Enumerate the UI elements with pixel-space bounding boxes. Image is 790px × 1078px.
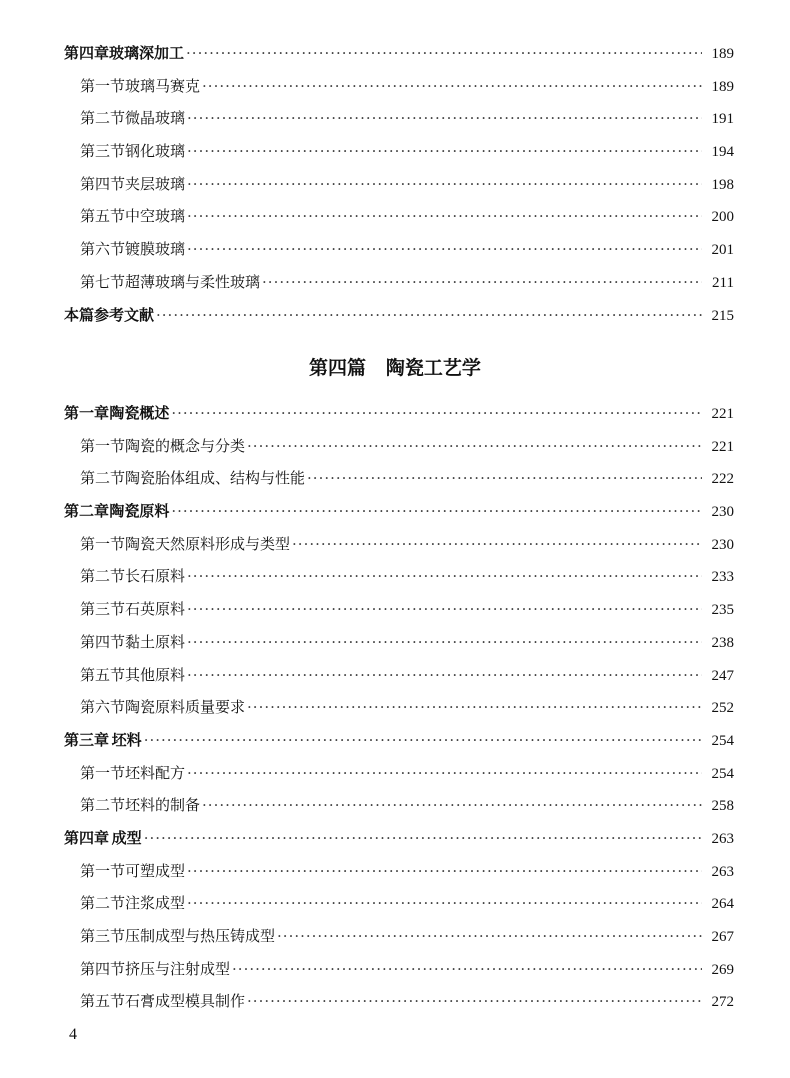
toc-entry-number: 第五节: [80, 665, 126, 684]
toc-entry-page: 194: [711, 144, 734, 161]
dot-leader: [186, 37, 702, 70]
toc-section-row: [64, 757, 734, 790]
toc-entry-page: 254: [711, 765, 734, 782]
toc-entry-title: 镀膜玻璃: [125, 240, 186, 259]
dot-leader: [187, 233, 702, 266]
toc-entry-title: 坯料: [111, 730, 142, 749]
toc-list-top: [64, 37, 734, 331]
toc-entry-number: 第二节: [80, 894, 126, 913]
toc-entry-title: 本篇参考文献: [64, 305, 155, 324]
toc-section-row: [64, 691, 734, 724]
toc-entry-title: 可塑成型: [125, 861, 186, 880]
dot-leader: [144, 822, 702, 855]
toc-entry-number: 第一节: [80, 534, 126, 553]
toc-section-row: [64, 430, 734, 463]
toc-entry-number: 第一节: [80, 861, 126, 880]
toc-section-row: [64, 102, 734, 135]
toc-entry-page: 198: [711, 176, 734, 193]
toc-entry-title: 中空玻璃: [125, 207, 186, 226]
toc-entry-page: 201: [711, 242, 734, 259]
toc-entry-title: 玻璃深加工: [109, 44, 185, 62]
toc-entry-page: 191: [711, 111, 734, 128]
toc-entry-number: 第二节: [80, 469, 126, 488]
toc-entry-title: 长石原料: [125, 567, 186, 586]
toc-section-row: [64, 593, 734, 626]
toc-section-row: [64, 233, 734, 266]
toc-entry-page: 254: [711, 732, 734, 749]
dot-leader: [156, 299, 702, 332]
toc-entry-number: 第六节: [80, 698, 126, 717]
toc-entry-page: 233: [711, 569, 734, 586]
toc-entry-title: 陶瓷胎体组成、结构与性能: [125, 469, 306, 488]
dot-leader: [187, 200, 702, 233]
toc-section-row: [64, 953, 734, 986]
toc-entry-page: 238: [711, 634, 734, 651]
toc-entry-title: 夹层玻璃: [125, 174, 186, 193]
toc-section-row: [64, 200, 734, 233]
toc-section-row: [64, 855, 734, 888]
toc-entry-number: 第一节: [80, 436, 126, 455]
toc-entry-number: 第三章: [64, 730, 110, 749]
toc-entry-number: 第四章: [64, 44, 110, 62]
dot-leader: [277, 920, 702, 953]
toc-entry-title: 陶瓷原料: [109, 502, 170, 521]
toc-entry-title: 其他原料: [125, 665, 186, 684]
toc-entry-title: 挤压与注射成型: [125, 959, 231, 978]
toc-entry-title: 陶瓷原料质量要求: [125, 698, 246, 717]
toc-entry-title: 玻璃马赛克: [125, 76, 201, 95]
toc-entry-page: 200: [711, 209, 734, 226]
toc-entry-number: 第三节: [80, 927, 126, 945]
dot-leader: [171, 397, 702, 430]
toc-entry-number: 第四节: [80, 959, 126, 978]
toc-entry-title: 黏土原料: [125, 632, 186, 651]
dot-leader: [187, 593, 702, 626]
dot-leader: [187, 102, 702, 135]
toc-entry-number: 第四节: [80, 632, 126, 651]
dot-leader: [232, 953, 702, 986]
toc-section-row: [64, 462, 734, 495]
toc-entry-number: 第六节: [80, 240, 126, 259]
toc-section-row: [64, 70, 734, 103]
toc-entry-title: 石膏成型模具制作: [125, 992, 246, 1011]
dot-leader: [187, 135, 702, 168]
dot-leader: [247, 985, 702, 1018]
part-title: 陶瓷工艺学: [385, 357, 481, 379]
part-heading: [0, 348, 790, 388]
part-number: 第四篇: [309, 357, 367, 379]
dot-leader: [171, 495, 702, 528]
toc-chapter-row: [64, 724, 734, 757]
dot-leader: [187, 560, 702, 593]
toc-chapter-row: [64, 299, 734, 332]
toc-entry-page: 263: [711, 830, 734, 847]
toc-entry-page: 272: [711, 994, 734, 1011]
toc-entry-title: 陶瓷天然原料形成与类型: [125, 534, 291, 553]
toc-chapter-row: [64, 37, 734, 70]
toc-entry-page: 235: [711, 602, 734, 619]
toc-entry-title: 注浆成型: [125, 894, 186, 913]
toc-entry-number: 第四章: [64, 828, 110, 847]
toc-section-row: [64, 266, 734, 299]
dot-leader: [187, 168, 702, 201]
toc-entry-title: 陶瓷概述: [109, 404, 170, 422]
toc-section-row: [64, 789, 734, 822]
dot-leader: [187, 626, 702, 659]
toc-entry-number: 第五节: [80, 992, 126, 1011]
toc-entry-title: 石英原料: [125, 600, 186, 619]
toc-entry-title: 成型: [111, 828, 142, 847]
dot-leader: [262, 266, 702, 299]
toc-entry-page: 221: [711, 438, 734, 455]
toc-section-row: [64, 528, 734, 561]
toc-section-row: [64, 135, 734, 168]
toc-entry-page: 269: [711, 961, 734, 978]
toc-entry-page: 247: [711, 667, 734, 684]
toc-entry-page: 258: [711, 798, 734, 815]
toc-chapter-row: [64, 397, 734, 430]
toc-entry-page: 267: [711, 929, 734, 945]
toc-entry-page: 230: [711, 504, 734, 521]
toc-section-row: [64, 985, 734, 1018]
toc-entry-number: 第二节: [80, 109, 126, 128]
dot-leader: [187, 887, 702, 920]
toc-entry-title: 超薄玻璃与柔性玻璃: [125, 272, 261, 291]
toc-section-row: [64, 560, 734, 593]
dot-leader: [144, 724, 702, 757]
toc-entry-number: 第一节: [80, 763, 126, 782]
toc-entry-number: 第二节: [80, 567, 126, 586]
toc-entry-page: 211: [712, 274, 734, 291]
toc-entry-number: 第二章: [64, 502, 110, 521]
dot-leader: [187, 659, 702, 692]
dot-leader: [187, 757, 702, 790]
toc-entry-page: 222: [711, 471, 734, 488]
toc-entry-page: 189: [711, 46, 734, 62]
toc-entry-page: 252: [711, 700, 734, 717]
toc-entry-page: 189: [711, 78, 734, 95]
toc-section-row: [64, 626, 734, 659]
toc-list-bottom: [64, 397, 734, 1018]
toc-entry-title: 微晶玻璃: [125, 109, 186, 128]
toc-entry-number: 第三节: [80, 600, 126, 619]
dot-leader: [187, 855, 702, 888]
toc-entry-page: 263: [711, 863, 734, 880]
toc-entry-number: 第二节: [80, 796, 126, 815]
dot-leader: [247, 691, 702, 724]
toc-entry-title: 坯料配方: [125, 763, 186, 782]
toc-entry-number: 第一章: [64, 404, 110, 422]
toc-chapter-row: [64, 822, 734, 855]
toc-entry-page: 215: [711, 307, 734, 324]
dot-leader: [202, 70, 702, 103]
toc-section-row: [64, 659, 734, 692]
toc-entry-page: 221: [711, 406, 734, 422]
toc-chapter-row: [64, 495, 734, 528]
toc-entry-number: 第五节: [80, 207, 126, 226]
toc-entry-number: 第三节: [80, 142, 126, 161]
toc-entry-number: 第七节: [80, 272, 126, 291]
dot-leader: [247, 430, 702, 463]
toc-entry-title: 坯料的制备: [125, 796, 201, 815]
toc-entry-page: 230: [711, 536, 734, 553]
toc-entry-number: 第一节: [80, 76, 126, 95]
dot-leader: [202, 789, 702, 822]
dot-leader: [292, 528, 702, 561]
toc-entry-number: 第四节: [80, 174, 126, 193]
toc-entry-title: 陶瓷的概念与分类: [125, 436, 246, 455]
toc-section-row: [64, 920, 734, 953]
toc-entry-title: 压制成型与热压铸成型: [125, 927, 276, 945]
toc-entry-page: 264: [711, 896, 734, 913]
dot-leader: [307, 462, 702, 495]
toc-section-row: [64, 887, 734, 920]
toc-section-row: [64, 168, 734, 201]
toc-entry-title: 钢化玻璃: [125, 142, 186, 161]
page-number: 4: [69, 1026, 77, 1043]
